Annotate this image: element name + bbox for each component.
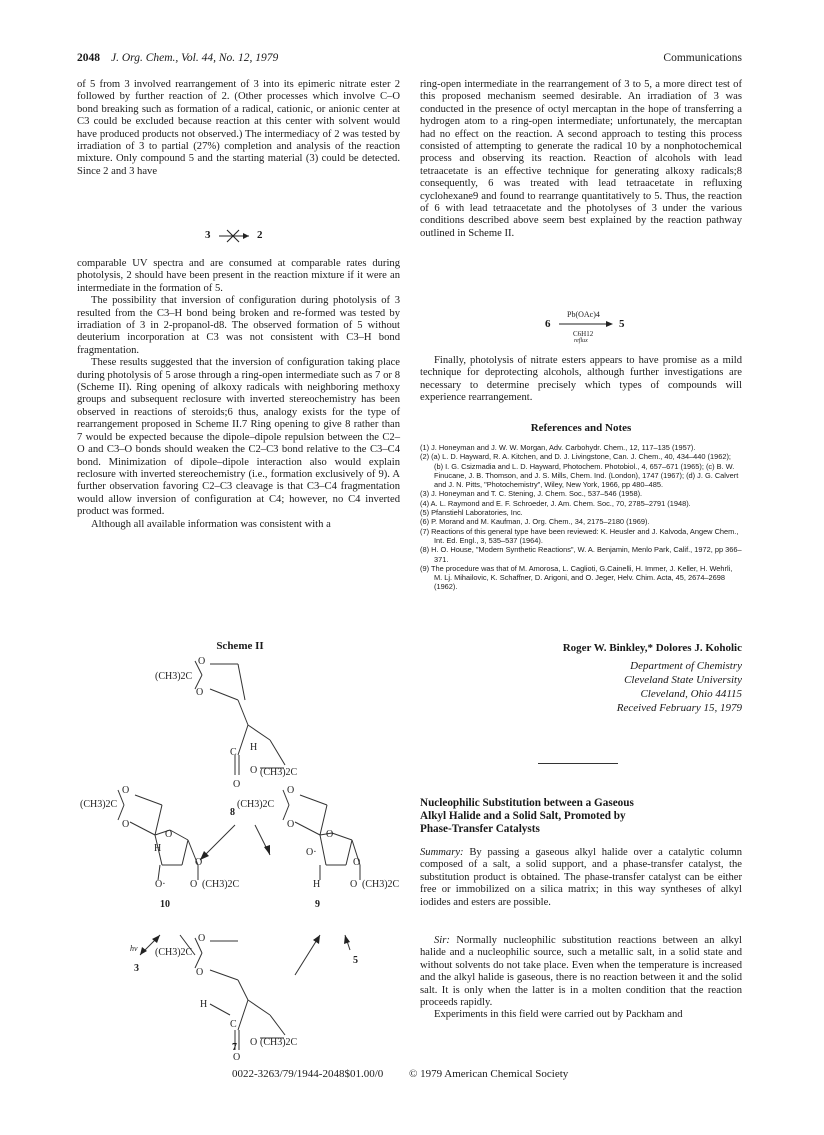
o-label: O: [233, 1052, 241, 1063]
authors: Roger W. Binkley,* Dolores J. Koholic: [562, 642, 742, 654]
affiliation-line: Department of Chemistry: [630, 660, 742, 672]
group-8b: (CH3)2C: [260, 767, 298, 778]
title-line: Phase-Transfer Catalysts: [420, 823, 540, 835]
group-10b: (CH3)2C: [202, 879, 240, 890]
eq-compound-6: 6: [545, 318, 551, 330]
condition-label: reflux: [574, 338, 588, 344]
reaction-arrow-icon: [557, 320, 615, 328]
o-label: O: [287, 819, 295, 830]
article2-title: [420, 797, 742, 836]
h-label: H: [250, 742, 258, 753]
paragraph: Although all available information was consistent with a: [91, 518, 331, 530]
o-label: O: [190, 879, 198, 890]
group-7: (CH3)2C: [155, 947, 193, 958]
article2-summary: [420, 847, 742, 909]
h-label: H: [313, 879, 321, 890]
reference-item: (6) P. Morand and M. Kaufman, J. Org. Chem., 34, 2175–2180 (1969).: [420, 517, 650, 527]
group-8: (CH3)2C: [155, 671, 193, 682]
hv-label: hν: [130, 944, 138, 953]
reference-item: (8) H. O. House, "Modern Synthetic Reactions", W. A. Benjamin, Menlo Park, Calif., 1972, pp 366–371.: [420, 545, 742, 564]
paragraph: Finally, photolysis of nitrate esters appears to have promise as a mild technique for deprotecting alcohols, although further investigations are necessary to determine precisely which types of compounds will experience rearrangement.: [420, 355, 742, 404]
group-10: (CH3)2C: [80, 799, 118, 810]
right-column-middle: [420, 355, 742, 405]
paragraph: of 5 from 3 involved rearrangement of 3 into its epimeric nitrate ester 2 followed by further reaction of 2. (Other processes which involve C–O bond breaking such as formation of a radical, cationic, or anionic center at C3 could be excluded because reaction at this center with solvent would have produced products not observed.) The intermediacy of 2 was tested by irradiation of 3 to partial (27%) completion and analysis of the reaction mixture. Only compound 5 and the starting material (3) could be detected. Since 2 and 3 have: [77, 79, 400, 177]
equation-3-not-2: [205, 229, 285, 243]
group-9: (CH3)2C: [237, 799, 275, 810]
affiliation-line: Cleveland State University: [624, 674, 742, 686]
left-column-bottom: [77, 258, 400, 531]
o-label: O: [353, 857, 361, 868]
sir-text: Normally nucleophilic substitution reactions between an alkyl halide and a nucleophilic source, such a metallic salt, in a solid state and without solvents do not take place. Even when the temperature is increased and the alkyl halide is gaseous, there is no reaction between it and the solid salt. It is only when the latter is in a molten condition that the reaction proceeds rapidly.: [420, 935, 743, 1009]
article2-body: [420, 935, 742, 1022]
reagent-label: Pb(OAc)4: [567, 310, 600, 319]
h-label: H: [154, 843, 162, 854]
c-label: C: [230, 747, 237, 758]
article-divider: [538, 763, 618, 764]
group-9b: (CH3)2C: [362, 879, 400, 890]
reference-item: (2) (a) L. D. Hayward, R. A. Kitchen, and D. J. Livingstone, Can. J. Chem., 40, 434–440 (1962); (b) I. G. Csizmadia and L. D. Hayward, Photochem. Photobiol., 4, 657–671 (1965); (c) B. W. Finucane, J. B. Thomson, and J. S. Mills, Chem. Ind. (London), 1747 (1967); (d) J. G. Calvert and J. N. Pitts, "Photochemistry", Wiley, New York, 1966, pp 480–485.: [420, 452, 739, 490]
reference-item: (9) The procedure was that of M. Amorosa, L. Caglioti, G.Cainelli, H. Immer, J. Keller, H. Wehrli, M. Lj. Mihailovic, K. Schaffner, D. Arigoni, and O. Jeger, Helv. Chim. Acta, 45, 2674–2698 (1962).: [420, 563, 733, 592]
o-label: O: [250, 765, 258, 776]
o-label: O: [198, 656, 206, 667]
compound-label-5: 5: [353, 955, 358, 966]
h-label: H: [200, 999, 208, 1010]
o-label: O: [122, 819, 130, 830]
received-date: Received February 15, 1979: [616, 702, 742, 714]
title-line: Alkyl Halide and a Solid Salt, Promoted by: [420, 810, 626, 822]
eq-compound-3: 3: [205, 229, 211, 241]
page-number: 2048: [77, 52, 100, 64]
o-label: O: [326, 829, 334, 840]
compound-label-7b: 7: [232, 1042, 237, 1053]
crossed-arrow-icon: [217, 229, 253, 243]
equation-6-to-5: [545, 310, 635, 350]
left-column-top: [77, 79, 400, 178]
solvent-label: C6H12: [573, 330, 594, 338]
summary-text: By passing a gaseous alkyl halide over a catalytic column composed of a salt, a solid support, and a phase-transfer catalyst, the substitution product is obtained. The phase-transfer catalyst can be either free or immobilized on a silica matrix; in this way syntheses of alkyl iodides and esters are possible.: [420, 847, 742, 908]
o-label: O: [233, 779, 241, 790]
reference-item: (4) A. L. Raymond and E. F. Schroeder, J. Am. Chem. Soc., 70, 2785–2791 (1948).: [420, 498, 691, 508]
footer-copyright: © 1979 American Chemical Society: [409, 1068, 569, 1080]
section-name: Communications: [663, 52, 742, 64]
footer-code: 0022-3263/79/1944-2048$01.00/0: [232, 1068, 384, 1080]
paragraph: comparable UV spectra and are consumed at comparable rates during photolysis, 2 should have been present in the reaction mixture if it were an intermediate in the formation of 5.: [77, 258, 400, 294]
o-label: O: [195, 857, 203, 868]
affiliation-line: Cleveland, Ohio 44115: [640, 688, 742, 700]
references-heading: References and Notes: [530, 422, 632, 434]
compound-label-3: 3: [134, 963, 139, 974]
o-label: O: [250, 1037, 258, 1048]
affiliation: [420, 659, 742, 715]
reference-item: (7) Reactions of this general type have been reviewed: K. Heusler and J. Kalvoda, Angew Chem., Int. Ed. Engl., 3, 535–537 (1964).: [420, 526, 739, 545]
paragraph: These results suggested that the inversion of configuration taking place during photolysis of 5 arose through a ring-open intermediate such as 7 or 8 (Scheme II). Ring opening of alkoxy radicals with neighboring methoxy groups and subsequent reclosure with inverted stereochemistry has been observed in reactions of steroids;6 thus, analogy exists for the type of rearrangement proposed in Scheme II.7 Ring opening to give 8 rather than 7 would be expected because the dipole–dipole repulsion between the C2–O and C3–O bonds should weaken the C2–C3 bond relative to the C3–C4 bond. Minimization of dipole–dipole interaction also would explain reclosure with inverted stereochemistry (i.e., formation exclusively of 9). A further observation favoring C2–C3 cleavage is that C3–C4 fragmentation would allow inversion of configuration at C4; however, no C4 inverted product was formed.: [77, 357, 400, 518]
reference-item: (1) J. Honeyman and J. W. W. Morgan, Adv. Carbohydr. Chem., 12, 117–135 (1957).: [420, 443, 696, 452]
references-list: [420, 443, 742, 592]
c-label: C: [230, 1019, 237, 1030]
o-label: O: [196, 687, 204, 698]
right-column-top: [420, 79, 742, 240]
o-label: O: [287, 785, 295, 796]
compound-label-10: 10: [160, 899, 170, 910]
paragraph: The possibility that inversion of configuration during photolysis of 3 resulted from the C3–H bond being broken and re-formed was tested by irradiation of 3 in 2-propanol-d8. The observed formation of 5 without deuterium incorporation at C3 was not consistent with C3–H bond fragmentation.: [77, 295, 400, 356]
summary-label: Summary:: [420, 847, 464, 858]
eq-compound-2: 2: [257, 229, 263, 241]
group-7b: (CH3)2C: [260, 1037, 298, 1048]
compound-label-9: 9: [315, 899, 320, 910]
reference-item: (3) J. Honeyman and T. C. Stening, J. Chem. Soc., 537–546 (1958).: [420, 489, 643, 499]
sir-label: Sir:: [434, 935, 450, 946]
o-label: O: [198, 933, 206, 944]
o-label: O: [165, 829, 173, 840]
scheme-ii-diagram: [70, 655, 410, 1063]
paragraph: ring-open intermediate in the rearrangement of 3 to 5, a more direct test of this proposed mechanism seemed desirable. An irradiation of 3 was conducted in the presence of octyl mercaptan in the hope of transferring a hydrogen atom to a ring-open intermediate; unfortunately, the mercaptan had no effect on the reaction. A second approach to testing this process consisted of attempting to generate the radical 10 by a nonphotochemical process and observing its reaction. Reaction of alcohols with lead tetraacetate is an effective technique for generating alkoxy radicals;8 consequently, 6 was treated with lead tetraacetate in refluxing cyclohexane9 and found to rearrange quantitatively to 5. Thus, the reaction of 6 with lead tetraacetate and the photolyses of 3 under the various conditions described above seem best explained by the reaction pathway outlined in Scheme II.: [420, 79, 742, 239]
reference-item: (5) Pfanstiehl Laboratories, Inc.: [420, 508, 523, 518]
o-label: O: [350, 879, 358, 890]
scheme-title: Scheme II: [216, 640, 264, 652]
o-label: O: [196, 967, 204, 978]
o-label: O: [122, 785, 130, 796]
journal-citation: J. Org. Chem., Vol. 44, No. 12, 1979: [111, 52, 279, 64]
paragraph: Experiments in this field were carried out by Packham and: [434, 1009, 683, 1021]
o-radical-label: O·: [306, 847, 317, 858]
o-radical-label: O·: [155, 879, 166, 890]
compound-label-8: 8: [230, 807, 235, 818]
title-line: Nucleophilic Substitution between a Gaseous: [420, 797, 634, 809]
eq-compound-5: 5: [619, 318, 625, 330]
